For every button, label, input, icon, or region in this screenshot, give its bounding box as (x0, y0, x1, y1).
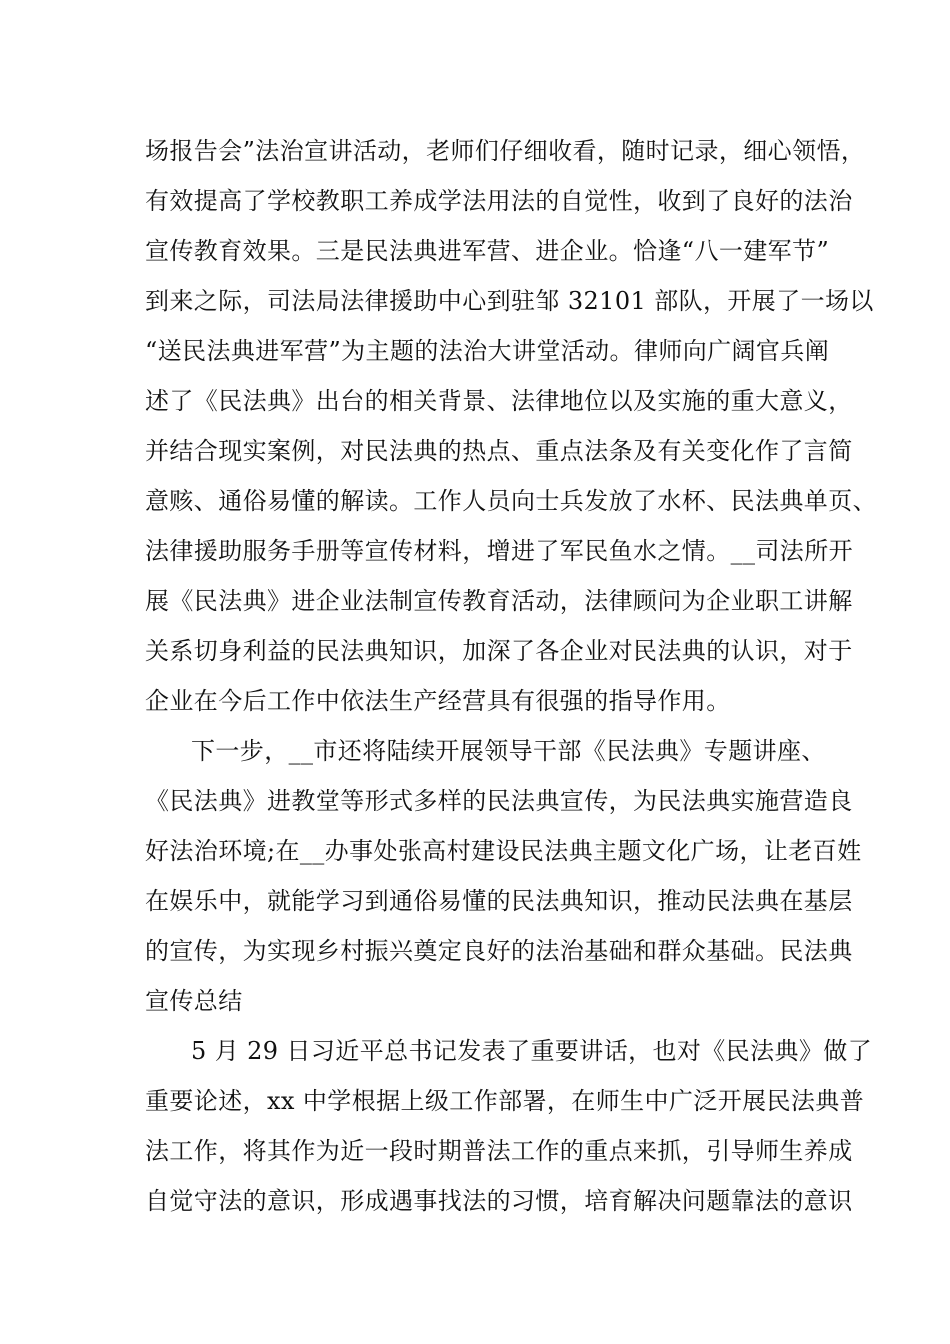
text-line: 场报告会”法治宣讲活动，老师们仔细收看，随时记录，细心领悟， (145, 137, 866, 165)
paragraph-start-line: 下一步，__市还将陆续开展领导干部《民法典》专题讲座、 (191, 737, 826, 765)
text-line: 《民法典》进教堂等形式多样的民法典宣传，为民法典实施营造良 (145, 787, 853, 815)
text-line: 的宣传，为实现乡村振兴奠定良好的法治基础和群众基础。民法典 (145, 937, 853, 965)
text-line: 展《民法典》进企业法制宣传教育活动，法律顾问为企业职工讲解 (145, 587, 853, 615)
text-line: 企业在今后工作中依法生产经营具有很强的指导作用。 (145, 687, 731, 715)
text-line: 宣传总结 (145, 987, 243, 1015)
text-line: 自觉守法的意识，形成遇事找法的习惯，培育解决问题靠法的意识 (145, 1187, 853, 1215)
text-line: “送民法典进军营”为主题的法治大讲堂活动。律师向广阔官兵阐 (145, 337, 830, 365)
text-line: 述了《民法典》出台的相关背景、法律地位以及实施的重大意义， (145, 387, 853, 415)
text-line: 重要论述，xx 中学根据上级工作部署，在师生中广泛开展民法典普 (145, 1087, 865, 1115)
text-line: 关系切身利益的民法典知识，加深了各企业对民法典的认识，对于 (145, 637, 853, 665)
document-body (145, 126, 877, 1226)
text-line: 法律援助服务手册等宣传材料，增进了军民鱼水之情。__司法所开 (145, 537, 853, 565)
text-line: 好法治环境;在__办事处张高村建设民法典主题文化广场，让老百姓 (145, 837, 862, 865)
text-line: 意赅、通俗易懂的解读。工作人员向士兵发放了水杯、民法典单页、 (145, 487, 877, 515)
text-line: 有效提高了学校教职工养成学法用法的自觉性，收到了良好的法治 (145, 187, 853, 215)
text-line: 宣传教育效果。三是民法典进军营、进企业。恰逢“八一建军节” (145, 237, 830, 265)
text-line: 并结合现实案例，对民法典的热点、重点法条及有关变化作了言简 (145, 437, 853, 465)
paragraph-start-line: 5 月 29 日习近平总书记发表了重要讲话，也对《民法典》做了 (191, 1037, 873, 1065)
text-line: 到来之际，司法局法律援助中心到驻邹 32101 部队，开展了一场以 (145, 287, 874, 315)
text-line: 法工作，将其作为近一段时期普法工作的重点来抓，引导师生养成 (145, 1137, 853, 1165)
text-line: 在娱乐中，就能学习到通俗易懂的民法典知识，推动民法典在基层 (145, 887, 853, 915)
